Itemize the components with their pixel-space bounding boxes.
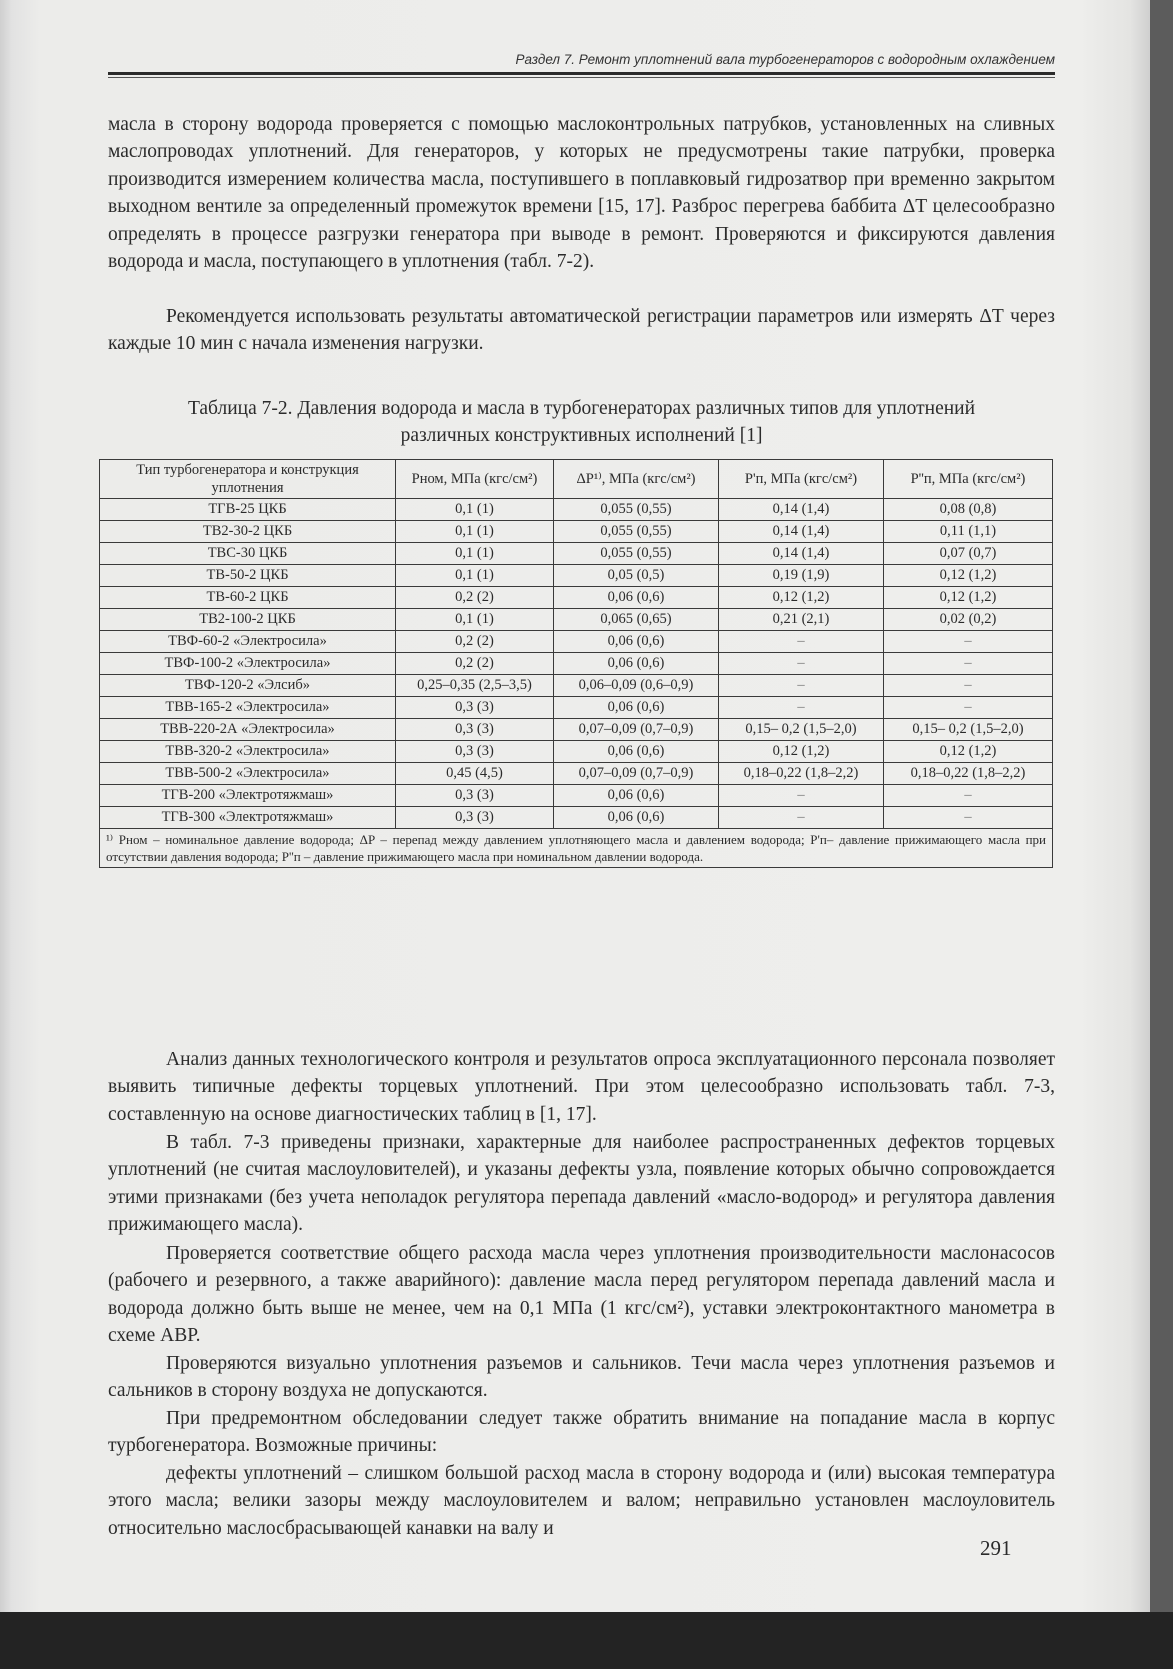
table-row xyxy=(100,521,1053,543)
table-cell: – xyxy=(719,697,884,719)
table-cell: – xyxy=(884,653,1053,675)
table-cell: 0,11 (1,1) xyxy=(884,521,1053,543)
table-cell: – xyxy=(884,697,1053,719)
table-cell: 0,055 (0,55) xyxy=(554,543,719,565)
table-cell: 0,2 (2) xyxy=(396,653,554,675)
table-cell: – xyxy=(884,631,1053,653)
table-row xyxy=(100,697,1053,719)
header-rule-thin xyxy=(108,77,1055,78)
table-cell: 0,12 (1,2) xyxy=(884,565,1053,587)
table-cell: 0,1 (1) xyxy=(396,543,554,565)
table-cell: ТВВ-500-2 «Электросила» xyxy=(100,763,396,785)
header-cell-pnom: Pном, МПа (кгс/см²) xyxy=(396,460,554,499)
table-cell: 0,12 (1,2) xyxy=(719,741,884,763)
table-footnote: ¹⁾ Pном – номинальное давление водорода; ΔP – перепад между давлением уплотняющего масла и давлением водорода; P'п– давление прижимающего масла при отсутствии давления водорода; P''п – давление прижимающего масла при номинальном давлении водорода. xyxy=(100,829,1053,868)
table-cell: 0,2 (2) xyxy=(396,587,554,609)
table-row xyxy=(100,653,1053,675)
paragraph-5: Проверяется соответствие общего расхода масла через уплотнения производительности маслонасосов (рабочего и резервного, а также аварийного): давление масла перед регулятором перепада давлений масла и водорода должно быть выше не менее, чем на 0,1 МПа (1 кгс/см²), уставки электроконтактного манометра в схеме АВР. xyxy=(108,1243,1055,1347)
table-cell: 0,055 (0,55) xyxy=(554,499,719,521)
table-row xyxy=(100,785,1053,807)
table-cell: ТГВ-300 «Электротяжмаш» xyxy=(100,807,396,829)
table-cell: ТВВ-165-2 «Электросила» xyxy=(100,697,396,719)
table-cell: 0,06–0,09 (0,6–0,9) xyxy=(554,675,719,697)
table-cell: ТВФ-120-2 «Элсиб» xyxy=(100,675,396,697)
footnote-row xyxy=(100,829,1053,868)
table-cell: ТВВ-320-2 «Электросила» xyxy=(100,741,396,763)
table-body xyxy=(100,499,1053,829)
table-cell: ТВФ-60-2 «Электросила» xyxy=(100,631,396,653)
table-cell: 0,21 (2,1) xyxy=(719,609,884,631)
scan-edge-bottom xyxy=(0,1612,1173,1669)
table-cell: 0,07–0,09 (0,7–0,9) xyxy=(554,719,719,741)
table-cell: 0,06 (0,6) xyxy=(554,785,719,807)
table-row xyxy=(100,609,1053,631)
table-row xyxy=(100,587,1053,609)
table-row xyxy=(100,675,1053,697)
table-cell: – xyxy=(884,675,1053,697)
paragraph-7: При предремонтном обследовании следует также обратить внимание на попадание масла в корпус турбогенератора. Возможные причины: xyxy=(108,1408,1055,1457)
table-cell: 0,065 (0,65) xyxy=(554,609,719,631)
table-row xyxy=(100,631,1053,653)
table-cell: – xyxy=(884,807,1053,829)
table-cell: 0,3 (3) xyxy=(396,807,554,829)
table-cell: 0,05 (0,5) xyxy=(554,565,719,587)
table-cell: 0,06 (0,6) xyxy=(554,807,719,829)
running-header: Раздел 7. Ремонт уплотнений вала турбогенераторов с водородным охлаждением xyxy=(515,52,1055,67)
table-cell: 0,06 (0,6) xyxy=(554,653,719,675)
table-cell: – xyxy=(719,631,884,653)
table-row xyxy=(100,565,1053,587)
table-cell: – xyxy=(719,653,884,675)
table-cell: 0,3 (3) xyxy=(396,697,554,719)
table-cell: ТВ-50-2 ЦКБ xyxy=(100,565,396,587)
table-cell: 0,06 (0,6) xyxy=(554,697,719,719)
table-cell: 0,02 (0,2) xyxy=(884,609,1053,631)
table-cell: 0,15– 0,2 (1,5–2,0) xyxy=(719,719,884,741)
header-cell-pp1: P'п, МПа (кгс/см²) xyxy=(719,460,884,499)
table-cell: 0,12 (1,2) xyxy=(884,587,1053,609)
table-cell: ТГВ-25 ЦКБ xyxy=(100,499,396,521)
table-cell: ТВ-60-2 ЦКБ xyxy=(100,587,396,609)
table-cell: 0,19 (1,9) xyxy=(719,565,884,587)
paragraph-6: Проверяются визуально уплотнения разъемов и сальников. Течи масла через уплотнения разъемов и сальников в сторону воздуха не допускаются. xyxy=(108,1353,1055,1402)
table-cell: – xyxy=(719,807,884,829)
table-row xyxy=(100,719,1053,741)
table-row xyxy=(100,499,1053,521)
table-cell: 0,06 (0,6) xyxy=(554,741,719,763)
table-cell: ТВВ-220-2А «Электросила» xyxy=(100,719,396,741)
paragraph-4: В табл. 7-3 приведены признаки, характерные для наиболее распространенных дефектов торцевых уплотнений (не считая маслоуловителей), и указаны дефекты узла, появление которых обычно сопровождается этими признаками (без учета неполадок регулятора перепада давлений «масло-водород» и регулятора давления прижимающего масла). xyxy=(108,1132,1055,1236)
table-cell: 0,06 (0,6) xyxy=(554,587,719,609)
table-caption: Таблица 7-2. Давления водорода и масла в турбогенераторах различных типов для уплотнений различных конструктивных исполнений [1] xyxy=(187,398,976,446)
paragraph-2: Рекомендуется использовать результаты автоматической регистрации параметров или измерять ΔT через каждые 10 мин с начала изменения нагрузки. xyxy=(108,306,1055,355)
table-cell: 0,1 (1) xyxy=(396,499,554,521)
table-cell: 0,15– 0,2 (1,5–2,0) xyxy=(884,719,1053,741)
table-cell: – xyxy=(884,785,1053,807)
table-row xyxy=(100,807,1053,829)
table-cell: 0,1 (1) xyxy=(396,609,554,631)
paragraph-3: Анализ данных технологического контроля и результатов опроса эксплуатационного персонала позволяет выявить типичные дефекты торцевых уплотнений. При этом целесообразно использовать табл. 7-3, составленную на основе диагностических таблиц в [1, 17]. xyxy=(108,1049,1055,1125)
table-cell: 0,45 (4,5) xyxy=(396,763,554,785)
pressure-table xyxy=(99,459,1053,868)
table-cell: 0,14 (1,4) xyxy=(719,543,884,565)
table-cell: 0,3 (3) xyxy=(396,741,554,763)
table-cell: ТВС-30 ЦКБ xyxy=(100,543,396,565)
table-cell: 0,055 (0,55) xyxy=(554,521,719,543)
table-cell: – xyxy=(719,785,884,807)
table-cell: 0,07–0,09 (0,7–0,9) xyxy=(554,763,719,785)
table-cell: 0,3 (3) xyxy=(396,785,554,807)
table-row xyxy=(100,763,1053,785)
table-row xyxy=(100,741,1053,763)
header-rule xyxy=(108,72,1055,75)
table-cell: 0,1 (1) xyxy=(396,521,554,543)
table-cell: ТВ2-30-2 ЦКБ xyxy=(100,521,396,543)
paragraph-1: масла в сторону водорода проверяется с помощью маслоконтрольных патрубков, установленных на сливных маслопроводах уплотнений. Для генераторов, у которых не предусмотрены такие патрубки, проверка производится измерением количества масла, поступившего в поплавковый гидрозатвор при временно закрытом выходном вентиле за определенный промежуток времени [15, 17]. Разброс перегрева баббита ΔT целесообразно определять в процессе разгрузки генератора при выводе в ремонт. Проверяются и фиксируются давления водорода и масла, поступающего в уплотнения (табл. 7-2). xyxy=(108,114,1055,273)
table-header-row xyxy=(100,460,1053,499)
scan-edge-right xyxy=(1150,0,1173,1612)
table-cell: 0,06 (0,6) xyxy=(554,631,719,653)
table-cell: 0,18–0,22 (1,8–2,2) xyxy=(884,763,1053,785)
table-cell: 0,25–0,35 (2,5–3,5) xyxy=(396,675,554,697)
header-cell-pp2: P''п, МПа (кгс/см²) xyxy=(884,460,1053,499)
paragraph-8: дефекты уплотнений – слишком большой расход масла в сторону водорода и (или) высокая температура этого масла; велики зазоры между маслоуловителем и валом; неправильно установлен маслоуловитель относительно маслосбрасывающей канавки на валу и xyxy=(108,1463,1055,1539)
page-number: 291 xyxy=(980,1536,1012,1560)
header-cell-dp: ΔP¹⁾, МПа (кгс/см²) xyxy=(554,460,719,499)
table-cell: 0,07 (0,7) xyxy=(884,543,1053,565)
table-cell: 0,12 (1,2) xyxy=(884,741,1053,763)
table-cell: 0,14 (1,4) xyxy=(719,499,884,521)
table-cell: 0,1 (1) xyxy=(396,565,554,587)
table-row xyxy=(100,543,1053,565)
table-cell: ТВ2-100-2 ЦКБ xyxy=(100,609,396,631)
table-cell: 0,18–0,22 (1,8–2,2) xyxy=(719,763,884,785)
table-cell: ТГВ-200 «Электротяжмаш» xyxy=(100,785,396,807)
header-cell-type: Тип турбогенератора и конструкция уплотнения xyxy=(100,460,396,499)
table-cell: 0,12 (1,2) xyxy=(719,587,884,609)
table-cell: 0,2 (2) xyxy=(396,631,554,653)
table-cell: 0,08 (0,8) xyxy=(884,499,1053,521)
table-cell: 0,3 (3) xyxy=(396,719,554,741)
table-cell: – xyxy=(719,675,884,697)
table-cell: ТВФ-100-2 «Электросила» xyxy=(100,653,396,675)
table-cell: 0,14 (1,4) xyxy=(719,521,884,543)
